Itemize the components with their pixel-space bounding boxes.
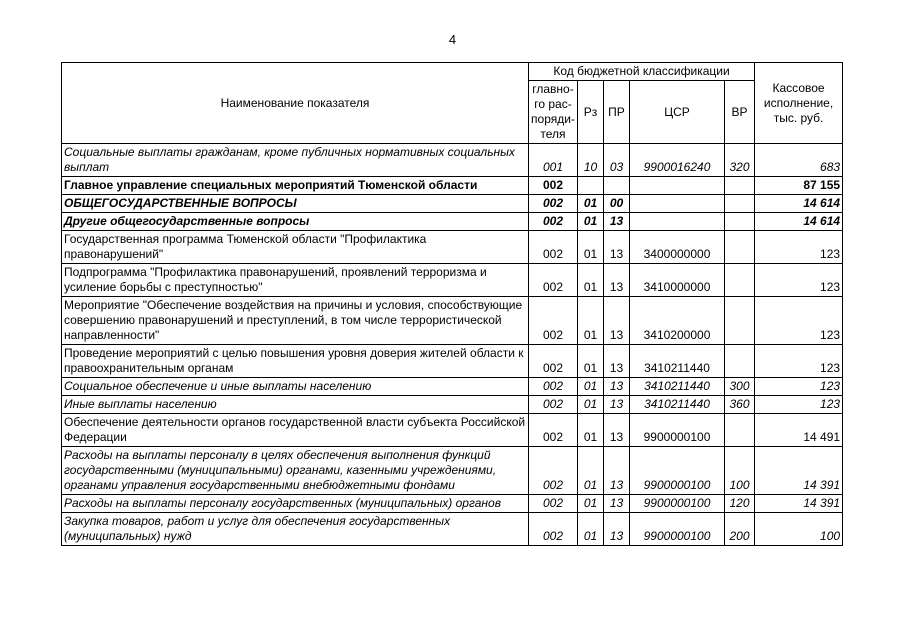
row-glav: 002 xyxy=(529,264,578,297)
header-rz: Рз xyxy=(578,81,604,144)
row-sum: 100 xyxy=(755,513,843,546)
row-rz: 01 xyxy=(578,195,604,213)
row-name: Иные выплаты населению xyxy=(62,396,529,414)
row-sum: 123 xyxy=(755,345,843,378)
table-row xyxy=(62,144,843,177)
table-row xyxy=(62,378,843,396)
row-rz: 01 xyxy=(578,495,604,513)
row-vr: 120 xyxy=(725,495,755,513)
row-csr: 9900016240 xyxy=(630,144,725,177)
row-pr: 13 xyxy=(604,396,630,414)
row-glav: 002 xyxy=(529,213,578,231)
row-glav: 002 xyxy=(529,195,578,213)
row-name: Государственная программа Тюменской области "Профилактика правонарушений" xyxy=(62,231,529,264)
header-glav: главно- го рас- поряди- теля xyxy=(529,81,578,144)
row-csr: 3410211440 xyxy=(630,345,725,378)
header-pr: ПР xyxy=(604,81,630,144)
row-glav: 002 xyxy=(529,414,578,447)
row-vr xyxy=(725,414,755,447)
table-row xyxy=(62,297,843,345)
row-rz: 01 xyxy=(578,231,604,264)
row-pr: 13 xyxy=(604,513,630,546)
row-vr: 320 xyxy=(725,144,755,177)
row-pr: 13 xyxy=(604,447,630,495)
row-rz xyxy=(578,177,604,195)
row-name: Проведение мероприятий с целью повышения уровня доверия жителей области к правоохранительным органам xyxy=(62,345,529,378)
row-csr: 9900000100 xyxy=(630,414,725,447)
table-row xyxy=(62,264,843,297)
row-pr: 13 xyxy=(604,345,630,378)
header-name: Наименование показателя xyxy=(62,63,529,144)
row-sum: 14 391 xyxy=(755,495,843,513)
row-name: Расходы на выплаты персоналу в целях обеспечения выполнения функций государственными (муниципальными) органами, казенными учреждениями, органами управления государственными внебюджетными фондами xyxy=(62,447,529,495)
row-rz: 01 xyxy=(578,447,604,495)
row-name: Главное управление специальных мероприятий Тюменской области xyxy=(62,177,529,195)
row-vr xyxy=(725,345,755,378)
row-vr xyxy=(725,177,755,195)
row-sum: 123 xyxy=(755,297,843,345)
page-number: 4 xyxy=(448,32,457,47)
row-pr: 13 xyxy=(604,378,630,396)
row-csr: 9900000100 xyxy=(630,447,725,495)
row-pr: 13 xyxy=(604,414,630,447)
table-row xyxy=(62,231,843,264)
row-csr: 3410200000 xyxy=(630,297,725,345)
row-pr xyxy=(604,177,630,195)
table-row xyxy=(62,414,843,447)
row-name: Социальное обеспечение и иные выплаты населению xyxy=(62,378,529,396)
row-rz: 01 xyxy=(578,345,604,378)
row-vr: 360 xyxy=(725,396,755,414)
row-sum: 87 155 xyxy=(755,177,843,195)
row-name: Другие общегосударственные вопросы xyxy=(62,213,529,231)
row-sum: 14 614 xyxy=(755,213,843,231)
row-sum: 14 491 xyxy=(755,414,843,447)
budget-table xyxy=(61,62,843,546)
table-row xyxy=(62,447,843,495)
row-csr: 3410211440 xyxy=(630,396,725,414)
row-rz: 01 xyxy=(578,396,604,414)
row-vr xyxy=(725,264,755,297)
row-name: Закупка товаров, работ и услуг для обеспечения государственных (муниципальных) нужд xyxy=(62,513,529,546)
row-csr xyxy=(630,195,725,213)
header-sum: Кассовое исполнение, тыс. руб. xyxy=(755,63,843,144)
table-row xyxy=(62,513,843,546)
row-glav: 002 xyxy=(529,177,578,195)
row-glav: 002 xyxy=(529,231,578,264)
row-vr xyxy=(725,195,755,213)
row-glav: 002 xyxy=(529,447,578,495)
row-glav: 002 xyxy=(529,495,578,513)
row-csr: 9900000100 xyxy=(630,495,725,513)
row-vr xyxy=(725,231,755,264)
table-row xyxy=(62,345,843,378)
header-vr: ВР xyxy=(725,81,755,144)
row-rz: 01 xyxy=(578,513,604,546)
row-name: Обеспечение деятельности органов государственной власти субъекта Российской Федерации xyxy=(62,414,529,447)
row-name: Социальные выплаты гражданам, кроме публичных нормативных социальных выплат xyxy=(62,144,529,177)
row-name: Расходы на выплаты персоналу государственных (муниципальных) органов xyxy=(62,495,529,513)
row-sum: 683 xyxy=(755,144,843,177)
row-sum: 123 xyxy=(755,378,843,396)
row-rz: 10 xyxy=(578,144,604,177)
row-sum: 14 391 xyxy=(755,447,843,495)
row-csr: 3410000000 xyxy=(630,264,725,297)
row-csr xyxy=(630,177,725,195)
row-name: Мероприятие "Обеспечение воздействия на причины и условия, способствующие совершению правонарушений и преступлений, в том числе террористической направленности" xyxy=(62,297,529,345)
row-pr: 13 xyxy=(604,231,630,264)
row-vr: 300 xyxy=(725,378,755,396)
header-csr: ЦСР xyxy=(630,81,725,144)
row-pr: 13 xyxy=(604,495,630,513)
table-row xyxy=(62,213,843,231)
row-vr: 100 xyxy=(725,447,755,495)
row-glav: 001 xyxy=(529,144,578,177)
row-sum: 123 xyxy=(755,231,843,264)
row-vr: 200 xyxy=(725,513,755,546)
row-csr: 3400000000 xyxy=(630,231,725,264)
row-glav: 002 xyxy=(529,396,578,414)
row-sum: 123 xyxy=(755,396,843,414)
row-rz: 01 xyxy=(578,213,604,231)
table-body xyxy=(62,144,843,546)
header-code-group: Код бюджетной классификации xyxy=(529,63,755,81)
row-glav: 002 xyxy=(529,378,578,396)
row-glav: 002 xyxy=(529,513,578,546)
row-vr xyxy=(725,297,755,345)
row-rz: 01 xyxy=(578,264,604,297)
row-rz: 01 xyxy=(578,378,604,396)
row-csr: 9900000100 xyxy=(630,513,725,546)
row-name: Подпрограмма "Профилактика правонарушений, проявлений терроризма и усиление борьбы с преступностью" xyxy=(62,264,529,297)
row-glav: 002 xyxy=(529,345,578,378)
row-pr: 13 xyxy=(604,264,630,297)
row-rz: 01 xyxy=(578,297,604,345)
table-row xyxy=(62,495,843,513)
row-rz: 01 xyxy=(578,414,604,447)
row-sum: 123 xyxy=(755,264,843,297)
row-name: ОБЩЕГОСУДАРСТВЕННЫЕ ВОПРОСЫ xyxy=(62,195,529,213)
row-pr: 03 xyxy=(604,144,630,177)
row-csr: 3410211440 xyxy=(630,378,725,396)
row-glav: 002 xyxy=(529,297,578,345)
row-pr: 13 xyxy=(604,213,630,231)
row-vr xyxy=(725,213,755,231)
table-row xyxy=(62,195,843,213)
row-pr: 00 xyxy=(604,195,630,213)
row-pr: 13 xyxy=(604,297,630,345)
table-row xyxy=(62,396,843,414)
row-sum: 14 614 xyxy=(755,195,843,213)
row-csr xyxy=(630,213,725,231)
table-row xyxy=(62,177,843,195)
